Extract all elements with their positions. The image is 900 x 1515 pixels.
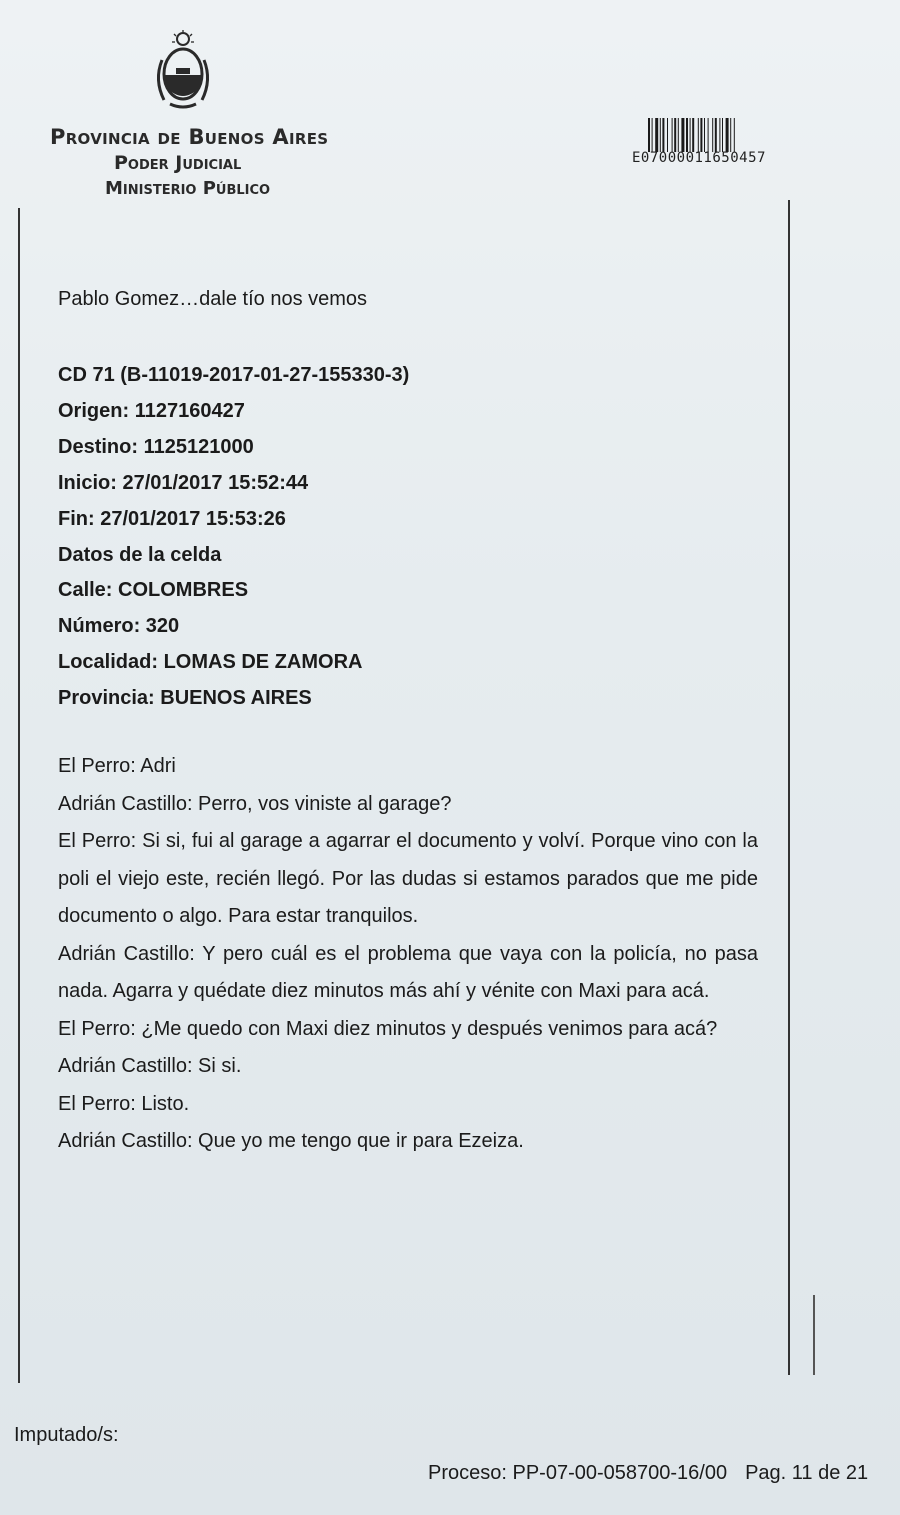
- proceso-number: Proceso: PP-07-00-058700-16/00: [428, 1462, 728, 1484]
- fin-label: Fin:: [58, 507, 95, 530]
- barcode-bar: [652, 118, 653, 152]
- transcript-body: [58, 282, 758, 1161]
- calle-value: COLOMBRES: [118, 579, 249, 602]
- calle-row: [58, 573, 758, 609]
- numero-row: [58, 609, 758, 645]
- left-margin-rule: [18, 208, 20, 1383]
- dialogue-line: El Perro: Listo.: [58, 1092, 190, 1115]
- page-number: Pag. 11 de 21: [745, 1462, 869, 1484]
- page-footer: [428, 1462, 868, 1485]
- barcode-bar: [660, 118, 661, 152]
- barcode-bar: [719, 118, 720, 152]
- branch-name: Poder Judicial: [114, 152, 242, 174]
- fin-row: [58, 502, 758, 538]
- barcode-bar: [715, 118, 717, 152]
- barcode-bar: [686, 118, 688, 152]
- cell-data-heading: Datos de la celda: [58, 543, 222, 566]
- dialogue-line: El Perro: ¿Me quedo con Maxi diez minutos y después venimos para acá?: [58, 1017, 718, 1040]
- provincia-row: [58, 681, 758, 717]
- barcode-bar: [648, 118, 650, 152]
- inicio-row: [58, 466, 758, 502]
- coat-of-arms-emblem: [152, 30, 214, 110]
- barcode-bar: [698, 118, 699, 152]
- dialogue-line: El Perro: Adri: [58, 755, 176, 778]
- barcode-bar: [708, 118, 709, 152]
- localidad-row: [58, 645, 758, 681]
- intro-line: Pablo Gomez…dale tío nos vemos: [58, 288, 368, 310]
- numero-value: 320: [145, 615, 180, 638]
- dialogue-transcript: [58, 748, 758, 1161]
- barcode: [648, 118, 780, 152]
- issuing-organization: [50, 124, 330, 202]
- inicio-value: 27/01/2017 15:52:44: [122, 471, 309, 494]
- barcode-bar: [712, 118, 713, 152]
- barcode-bar: [667, 118, 668, 152]
- dialogue-line: Adrián Castillo: Perro, vos viniste al garage?: [58, 792, 452, 815]
- imputado-label: Imputado/s:: [14, 1424, 119, 1446]
- barcode-bar: [678, 118, 679, 152]
- inicio-label: Inicio:: [58, 471, 117, 494]
- localidad-value: LOMAS DE ZAMORA: [163, 651, 363, 674]
- localidad-label: Localidad:: [58, 651, 159, 674]
- barcode-bar: [700, 118, 702, 152]
- barcode-bar: [690, 118, 691, 152]
- dialogue-line: Adrián Castillo: Que yo me tengo que ir para Ezeiza.: [58, 1130, 524, 1153]
- provincia-label: Provincia:: [58, 687, 155, 710]
- dialogue-line: Adrián Castillo: Si si.: [58, 1055, 242, 1078]
- fin-value: 27/01/2017 15:53:26: [100, 507, 286, 530]
- origen-value: 1127160427: [134, 399, 245, 422]
- barcode-bar: [655, 118, 658, 152]
- barcode-number: E07000011650457: [632, 150, 766, 166]
- destino-row: [58, 430, 758, 466]
- numero-label: Número:: [58, 615, 141, 638]
- barcode-bar: [692, 118, 694, 152]
- call-record-details: [58, 358, 758, 717]
- barcode-bar: [734, 118, 735, 152]
- dialogue-line: Adrián Castillo: Y pero cuál es el problema que vaya con la policía, no pasa nada. Agarra y quédate diez minutos más ahí y vénite con Maxi para acá.: [58, 942, 758, 1003]
- destino-label: Destino:: [58, 435, 138, 458]
- destino-value: 1125121000: [143, 435, 254, 458]
- origen-label: Origen:: [58, 399, 130, 422]
- calle-label: Calle:: [58, 579, 113, 602]
- province-name: Provincia de Buenos Aires: [50, 125, 329, 149]
- call-record-id: CD 71 (B-11019-2017-01-27-155330-3): [58, 364, 410, 386]
- barcode-bar: [672, 118, 673, 152]
- right-margin-rule: [788, 200, 790, 1375]
- barcode-bar: [681, 118, 684, 152]
- barcode-bar: [726, 118, 729, 152]
- barcode-bar: [662, 118, 664, 152]
- ministry-name: Ministerio Público: [105, 178, 271, 199]
- provincia-value: BUENOS AIRES: [160, 687, 312, 710]
- origen-row: [58, 394, 758, 430]
- dialogue-line: El Perro: Si si, fui al garage a agarrar el documento y volví. Porque vino con la poli el viejo este, recién llegó. Por las dudas si estamos parados que me pide documento o algo. Para estar tranquilos.: [58, 830, 758, 928]
- barcode-bar: [704, 118, 705, 152]
- right-margin-rule-secondary: [813, 1295, 815, 1375]
- barcode-bar: [722, 118, 723, 152]
- barcode-bar: [674, 118, 676, 152]
- barcode-bar: [730, 118, 731, 152]
